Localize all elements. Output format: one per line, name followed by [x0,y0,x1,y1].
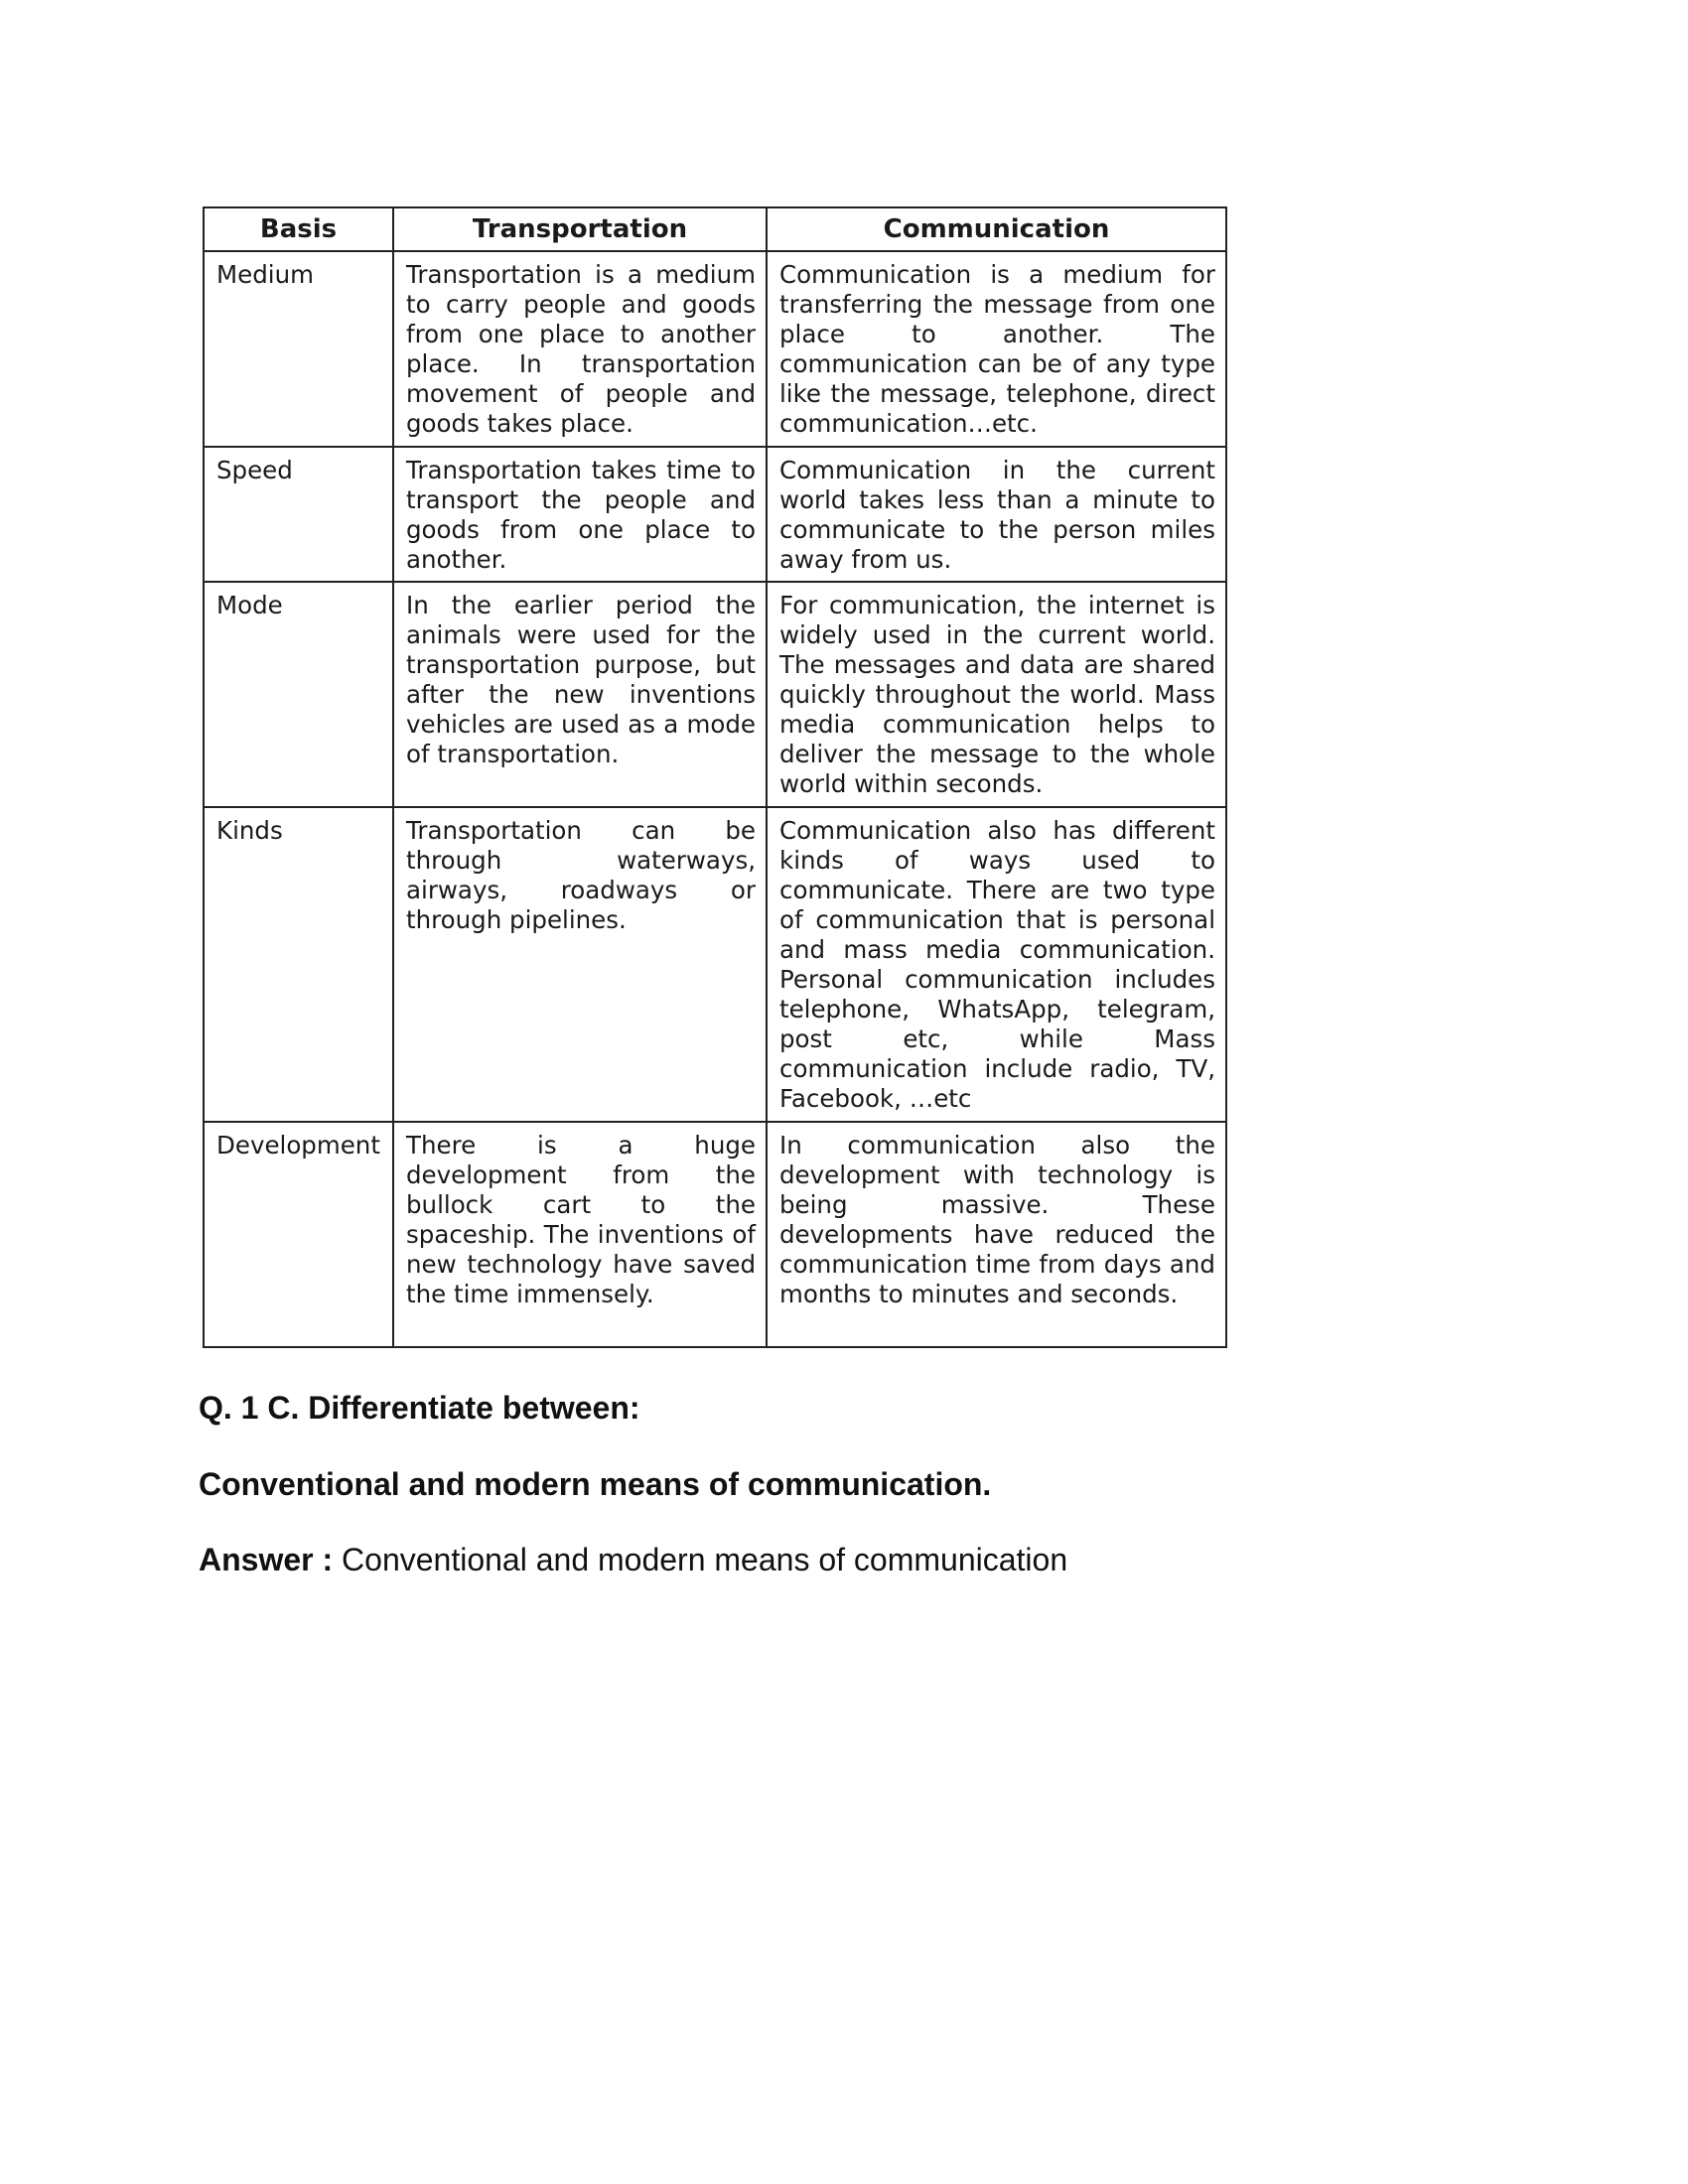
communication-cell: For communication, the internet is widely used in the current world. The messages and data are shared quickly throughout the world. Mass media communication helps to deliver the message to the whole world within seconds. [767,582,1226,807]
question-subtitle: Conventional and modern means of communication. [199,1466,992,1502]
basis-cell: Mode [204,582,393,807]
table-row [204,447,1226,582]
communication-cell: Communication in the current world takes less than a minute to communicate to the person miles away from us. [767,447,1226,582]
comparison-table [203,206,1227,1348]
table-row [204,807,1226,1122]
header-transportation: Transportation [393,207,767,251]
transportation-cell: Transportation is a medium to carry people and goods from one place to another place. In transportation movement of people and goods takes place. [393,251,767,447]
question-title: Q. 1 C. Differentiate between: [199,1390,640,1426]
communication-cell: Communication also has different kinds of ways used to communicate. There are two type of communication that is personal and mass media communication. Personal communication includes telephone, WhatsApp, telegram, post etc, while Mass communication include radio, TV, Facebook, …etc [767,807,1226,1122]
answer-line [199,1542,1067,1578]
basis-cell: Kinds [204,807,393,1122]
communication-cell: Communication is a medium for transferring the message from one place to another. The communication can be of any type like the message, telephone, direct communication…etc. [767,251,1226,447]
transportation-cell: There is a huge development from the bullock cart to the spaceship. The inventions of new technology have saved the time immensely. [393,1122,767,1347]
communication-cell: In communication also the development with technology is being massive. These developments have reduced the communication time from days and months to minutes and seconds. [767,1122,1226,1347]
transportation-cell: Transportation takes time to transport the people and goods from one place to another. [393,447,767,582]
table-row [204,582,1226,807]
table-row [204,1122,1226,1347]
header-basis: Basis [204,207,393,251]
table-row [204,251,1226,447]
basis-cell: Medium [204,251,393,447]
answer-text: Conventional and modern means of communication [333,1542,1068,1577]
transportation-cell: In the earlier period the animals were used for the transportation purpose, but after the new inventions vehicles are used as a mode of transportation. [393,582,767,807]
table-header-row [204,207,1226,251]
basis-cell: Speed [204,447,393,582]
answer-label: Answer : [199,1542,334,1577]
basis-cell: Development [204,1122,393,1347]
header-communication: Communication [767,207,1226,251]
transportation-cell: Transportation can be through waterways, airways, roadways or through pipelines. [393,807,767,1122]
